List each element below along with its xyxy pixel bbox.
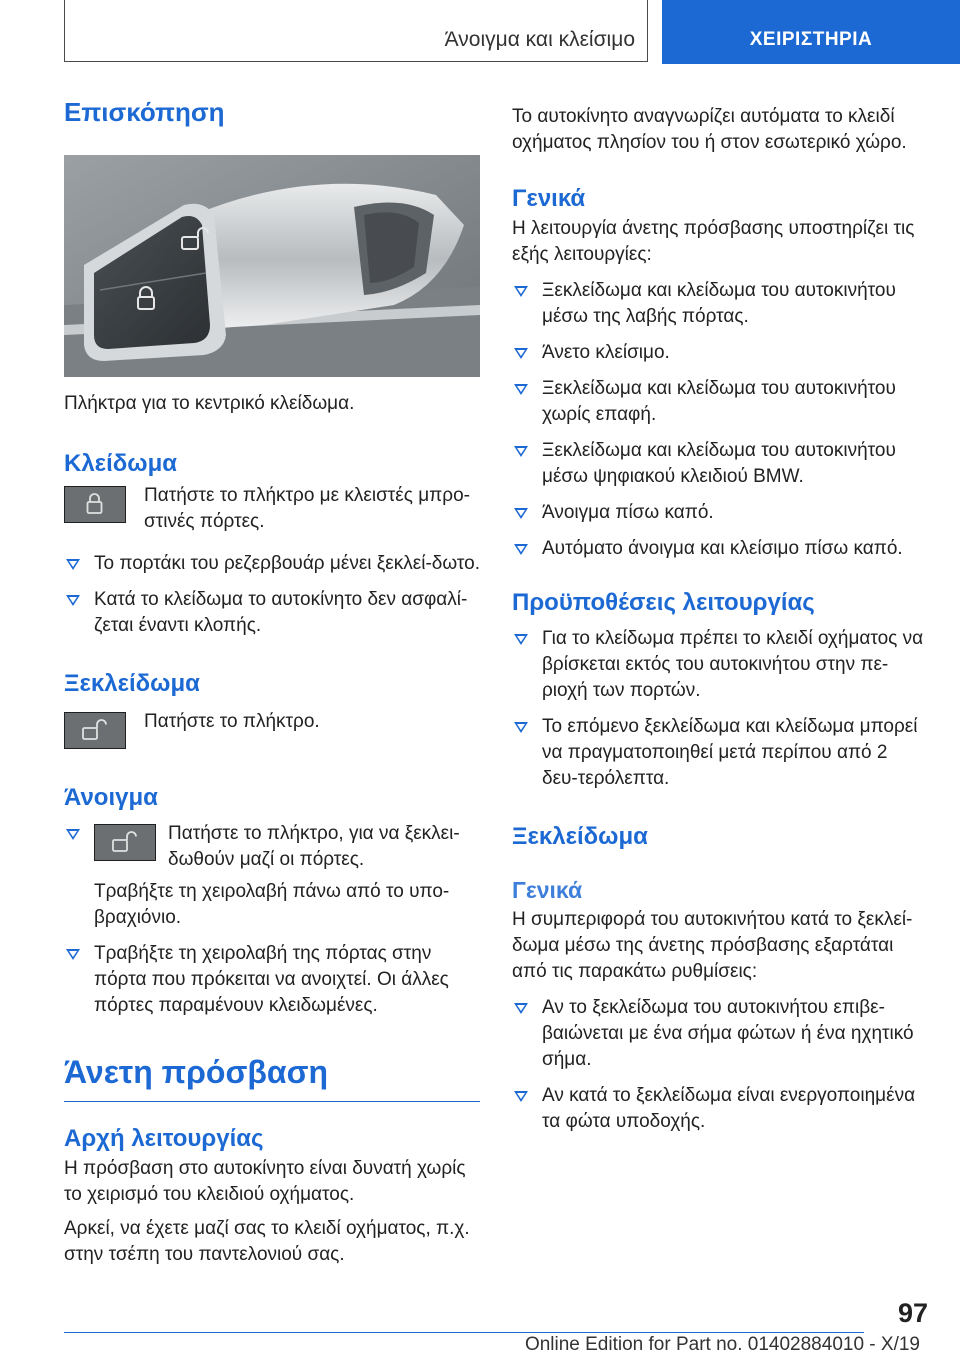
bullet-triangle-icon	[514, 1003, 528, 1014]
section-tab[interactable]	[662, 0, 960, 64]
bullet-triangle-icon	[66, 949, 80, 960]
list-item: Για το κλείδωμα πρέπει το κλειδί οχήματος να βρίσκεται εκτός του αυτοκινήτου στην πε-ριοχή των πορτών.	[512, 626, 928, 704]
lock-text: Πατήστε το πλήκτρο με κλειστές μπρο-στινές πόρτες.	[144, 484, 470, 532]
list-item: Αν το ξεκλείδωμα του αυτοκινήτου επιβε-βαιώνεται με ένα σήμα φώτων ή ένα ηχητικό σήμα.	[512, 995, 928, 1073]
bullet-triangle-icon	[514, 508, 528, 519]
list-item: Ξεκλείδωμα και κλείδωμα του αυτοκινήτου μέσω ψηφιακού κλειδιού BMW.	[512, 438, 928, 490]
page-number: 97	[897, 1298, 928, 1328]
bullet-triangle-icon	[514, 348, 528, 359]
list-item: Ξεκλείδωμα και κλείδωμα του αυτοκινήτου χωρίς επαφή.	[512, 376, 928, 428]
unlock-instruction	[64, 709, 480, 763]
prerequisites-heading: Προϋποθέσεις λειτουργίας	[512, 589, 815, 616]
lock-bullets	[64, 551, 480, 639]
unlock-button-icon	[94, 824, 156, 861]
lock-instruction	[64, 483, 480, 537]
bullet-triangle-icon	[514, 544, 528, 555]
unlocking-general-text: Η συμπεριφορά του αυτοκινήτου κατά το ξεκλεί-δωμα μέσω της άνετης πρόσβασης εξαρτάται από τις παρακάτω ρυθμίσεις:	[512, 908, 913, 982]
bullet-triangle-icon	[66, 595, 80, 606]
list-item: Το επόμενο ξεκλείδωμα και κλείδωμα μπορεί να πραγματοποιηθεί μετά περίπου από 2 δευ-τερόλεπτα.	[512, 714, 928, 792]
bullet-triangle-icon	[514, 1091, 528, 1102]
header-chapter-frame	[64, 0, 648, 62]
door-panel-image	[64, 155, 480, 377]
list-item: Ξεκλείδωμα και κλείδωμα του αυτοκινήτου μέσω της λαβής πόρτας.	[512, 278, 928, 330]
unlocking-general-heading: Γενικά	[512, 877, 583, 903]
unlocking-heading: Ξεκλείδωμα	[512, 823, 648, 850]
open-heading: Άνοιγμα	[64, 783, 158, 811]
unlock-heading: Ξεκλείδωμα	[64, 669, 200, 697]
unlock-button-icon	[64, 712, 126, 749]
comfort-access-heading: Άνετη πρόσβαση	[64, 1053, 328, 1090]
list-item: Άνετο κλείσιμο.	[512, 340, 928, 366]
photo-caption: Πλήκτρα για το κεντρικό κλείδωμα.	[64, 392, 355, 414]
list-item: Τραβήξτε τη χειρολαβή της πόρτας στην πόρτα που πρόκειται να ανοιχτεί. Οι άλλες πόρτες παραμένουν κλειδωμένες.	[64, 941, 480, 1019]
general-text: Η λειτουργία άνετης πρόσβασης υποστηρίζει τις εξής λειτουργίες:	[512, 218, 915, 265]
list-item: Άνοιγμα πίσω καπό.	[512, 500, 928, 526]
edition-footer: Online Edition for Part no. 01402884010 - X/19	[524, 1334, 920, 1355]
overview-heading: Επισκόπηση	[64, 97, 225, 127]
bullet-triangle-icon	[66, 829, 80, 840]
section-tab-label: ΧΕΙΡΙΣΤΗΡΙΑ	[749, 29, 873, 50]
bullet-triangle-icon	[514, 286, 528, 297]
intro-text: Το αυτοκίνητο αναγνωρίζει αυτόματα το κλειδί οχήματος πλησίον του ή στον εσωτερικό χώρο.	[512, 106, 907, 153]
bullet-triangle-icon	[514, 634, 528, 645]
open-text: Πατήστε το πλήκτρο, για να ξεκλει-δωθούν μαζί οι πόρτες.	[168, 822, 460, 870]
list-item: Κατά το κλείδωμα το αυτοκίνητο δεν ασφαλί-ζεται έναντι κλοπής.	[64, 587, 480, 639]
principle-text-2: Αρκεί, να έχετε μαζί σας το κλειδί οχήματος, π.χ. στην τσέπη του παντελονιού σας.	[64, 1218, 470, 1266]
chapter-title: Άνοιγμα και κλείσιμο	[444, 28, 635, 51]
footer-divider	[64, 1332, 864, 1333]
lock-button-icon	[64, 486, 126, 523]
left-column	[64, 96, 480, 1268]
heading-divider	[64, 1101, 480, 1103]
principle-heading: Αρχή λειτουργίας	[64, 1125, 264, 1153]
page-header	[0, 0, 960, 66]
principle-text-1: Η πρόσβαση στο αυτοκίνητο είναι δυνατή χωρίς το χειρισμό του κλειδιού οχήματος.	[64, 1158, 466, 1206]
bullet-triangle-icon	[514, 446, 528, 457]
general-heading: Γενικά	[512, 185, 586, 212]
lock-heading: Κλείδωμα	[64, 449, 178, 477]
bullet-triangle-icon	[514, 722, 528, 733]
door-lock-buttons-photo	[64, 155, 480, 377]
right-column	[512, 96, 928, 1135]
unlocking-bullets	[512, 995, 928, 1135]
open-text-extra: Τραβήξτε τη χειρολαβή πάνω από το υπο-βραχιόνιο.	[94, 880, 450, 928]
list-item	[64, 821, 480, 931]
list-item: Αν κατά το ξεκλείδωμα είναι ενεργοποιημένα τα φώτα υποδοχής.	[512, 1083, 928, 1135]
list-item: Το πορτάκι του ρεζερβουάρ μένει ξεκλεί-δωτο.	[64, 551, 480, 577]
prerequisites-bullets	[512, 626, 928, 792]
list-item: Αυτόματο άνοιγμα και κλείσιμο πίσω καπό.	[512, 536, 928, 562]
open-bullets	[64, 821, 480, 1019]
general-bullets	[512, 278, 928, 562]
unlock-text: Πατήστε το πλήκτρο.	[144, 710, 320, 732]
bullet-triangle-icon	[514, 384, 528, 395]
bullet-triangle-icon	[66, 559, 80, 570]
